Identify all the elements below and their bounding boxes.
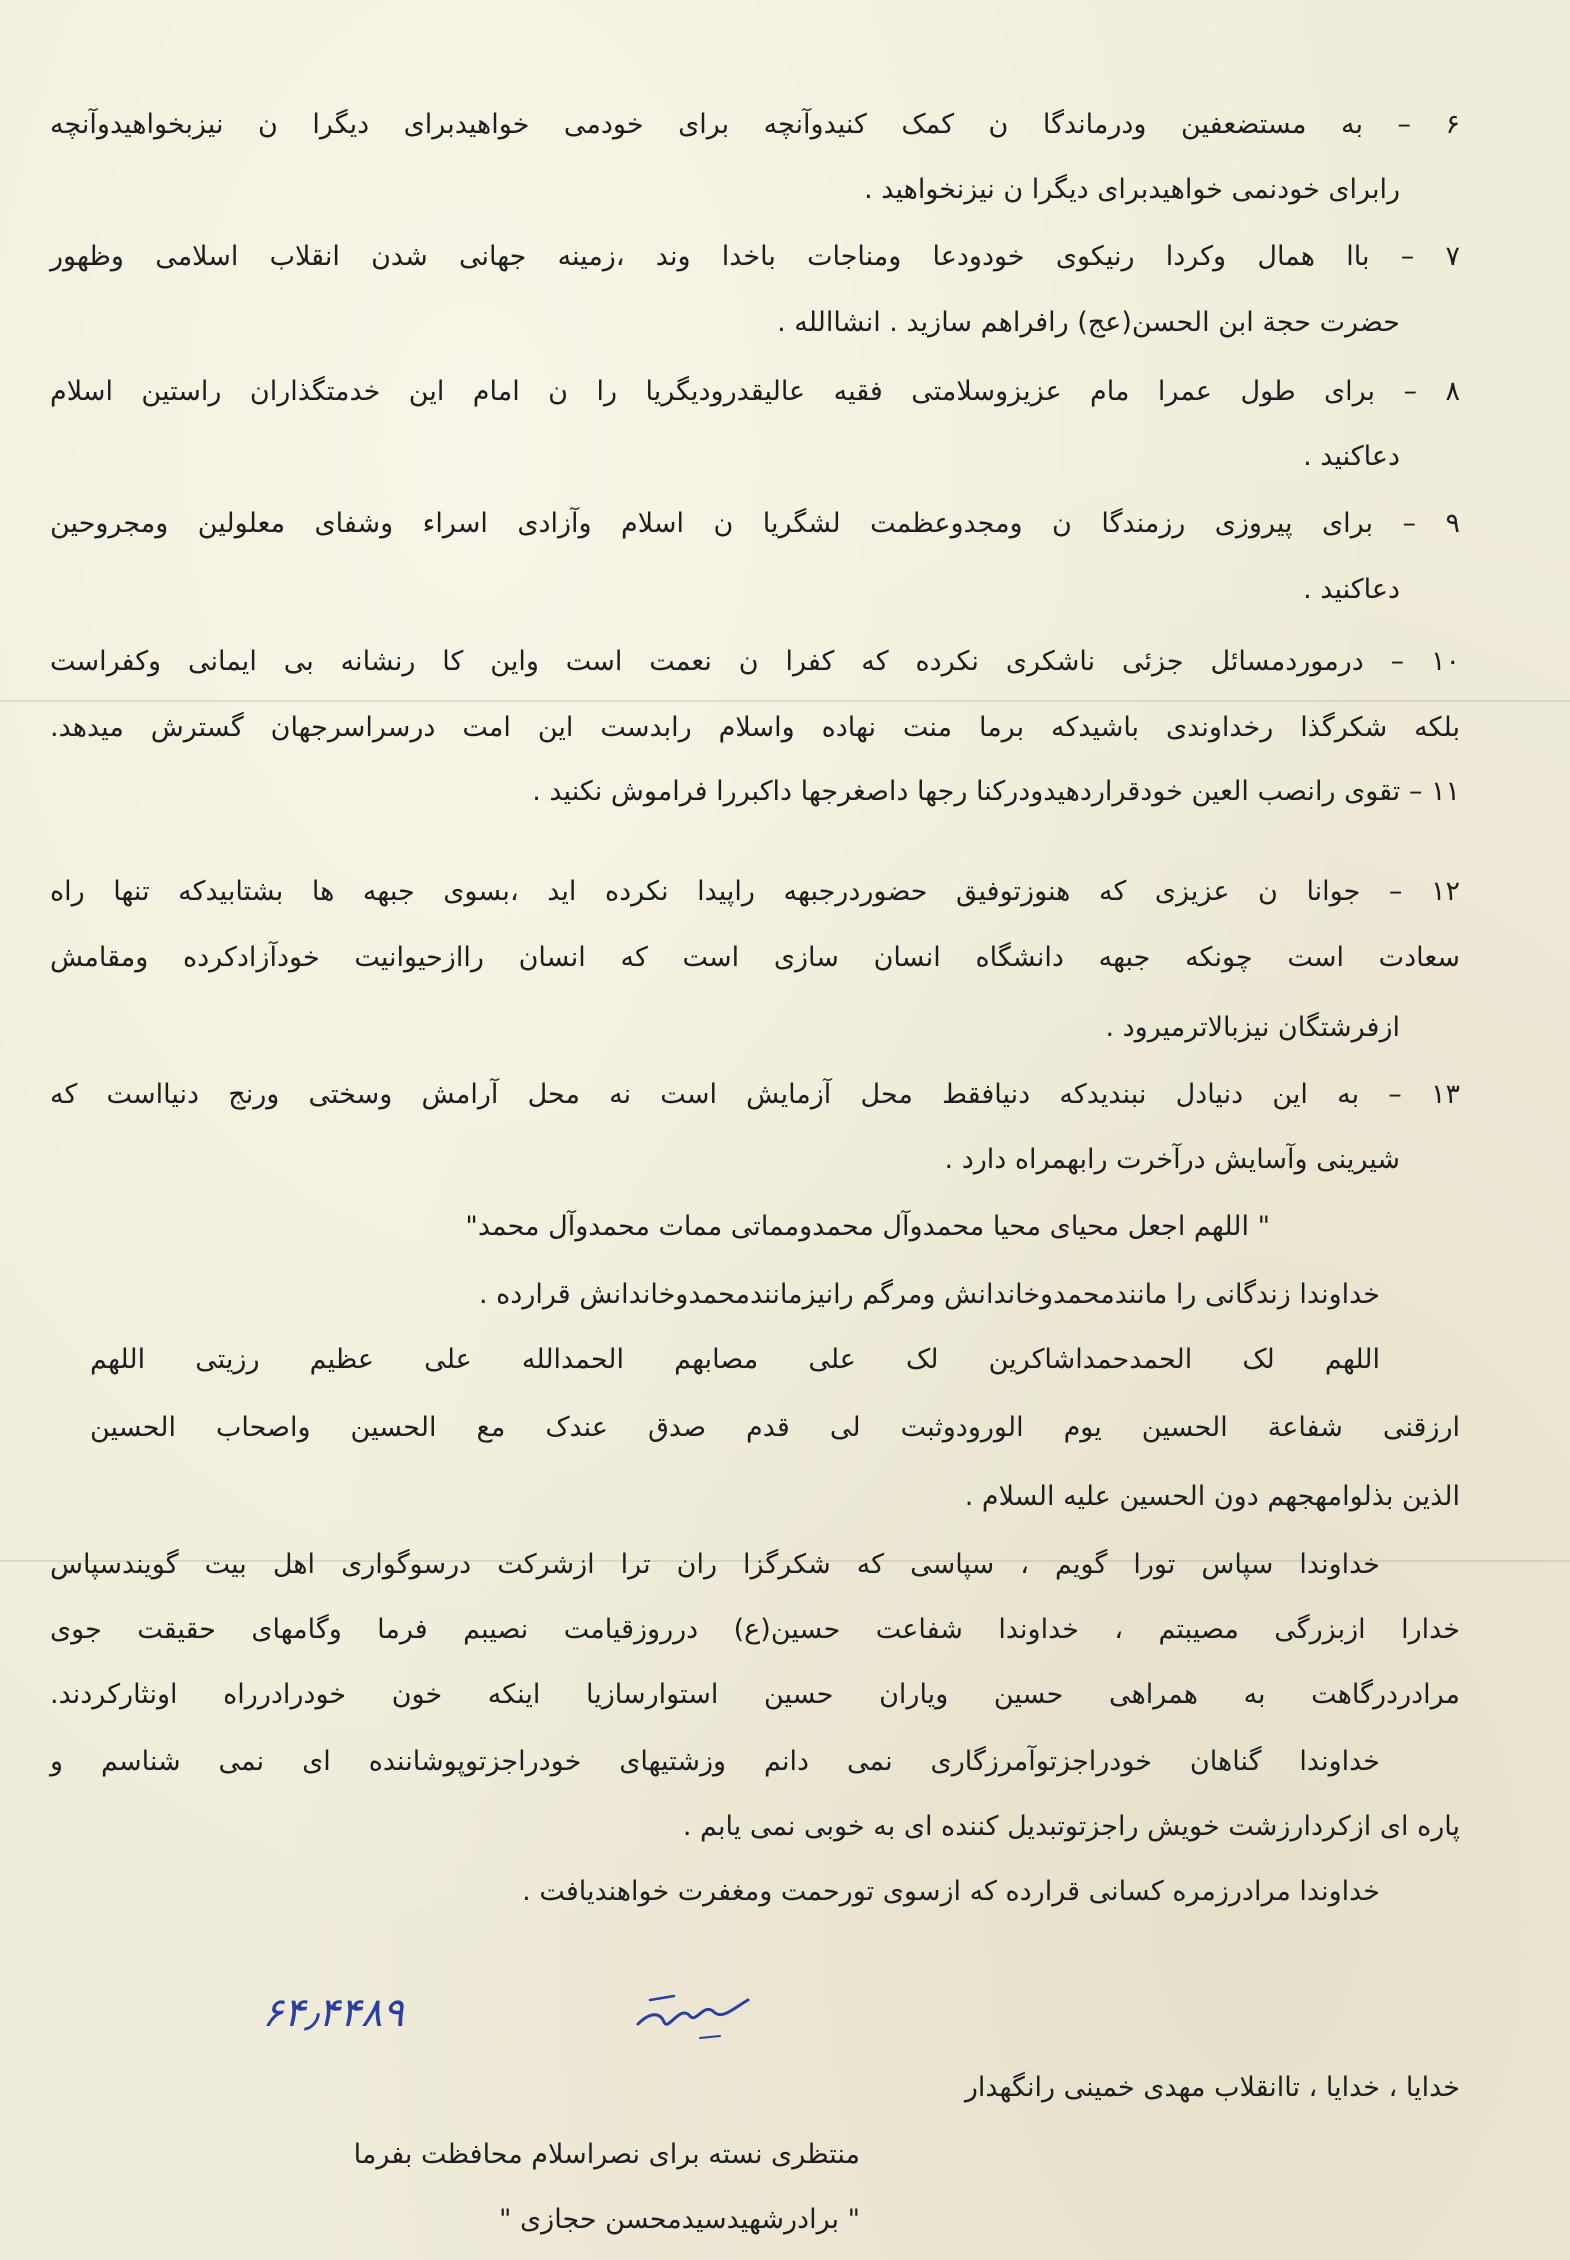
item-13-line-2: شیرینی وآسایش درآخرت رابهمراه دارد . [944,1144,1400,1175]
item-10-line-1: ۱۰ – درموردمسائل جزئی ناشکری نکرده که کفرا ن نعمت است واین کا رنشانه بی ایمانی وکفراست [50,646,1460,677]
paper-fold [0,700,1570,702]
family-prayer: خداوندا زندگانی را مانندمحمدوخاندانش ومرگم رانیزمانندمحمدوخاندانش قرارده . [478,1279,1380,1310]
final-prayer: خداوندا مرادرزمره کسانی قرارده که ازسوی تورحمت ومغفرت خواهندیافت . [522,1876,1380,1907]
prayer-line-3: الذین بذلوامهجهم دون الحسین علیه السلام . [964,1481,1460,1512]
footer-line-3: " برادرشهیدسیدمحسن حجازی " [499,2204,860,2235]
dua-quote: " اللهم اجعل محیای محیا محمدوآل محمدومماتی ممات محمدوآل محمد" [465,1211,1270,1242]
item-9-line-1: ۹ – برای پیروزی رزمندگا ن ومجدوعظمت لشگریا ن اسلام وآزادی اسراء وشفای معلولین ومجروحین [50,508,1460,539]
footer-line-1: خدایا ، خدایا ، تاانقلاب مهدی خمینی رانگهدار [964,2072,1460,2103]
thanks-line-2: خدارا ازبزرگی مصیبتم ، خداوندا شفاعت حسین(ع) درروزقیامت نصیبم فرما وگامهای حقیقت جوی [50,1614,1460,1645]
item-8-line-2: دعاکنید . [1303,441,1400,472]
thanks-line-3: مرادردرگاهت به همراهی حسین ویاران حسین استوارسازیا اینکه خون خودرادرراه اونثارکردند. [50,1679,1460,1710]
item-6-line-2: رابرای خودنمی خواهیدبرای دیگرا ن نیزنخواهید . [864,174,1400,205]
thanks-line-1: خداوندا سپاس تورا گویم ، سپاسی که شکرگزا ران ترا ازشرکت درسوگواری اهل بیت گویندسپاس [50,1549,1380,1580]
handwritten-number: ۶۴٫۴۴۸۹ [262,1990,404,2036]
item-9-line-2: دعاکنید . [1303,574,1400,605]
item-12-line-1: ۱۲ – جوانا ن عزیزی که هنوزتوفیق حضوردرجبهه راپیدا نکرده اید ،بسوی جبهه ها بشتابیدکه تنها راه [50,876,1460,907]
handwritten-signature [630,1982,760,2052]
prayer-line-2: ارزقنی شفاعة الحسین یوم الورودوثبت لی قدم صدق عندک مع الحسین واصحاب الحسین [90,1412,1460,1443]
item-8-line-1: ۸ – برای طول عمرا مام عزیزوسلامتی فقیه عالیقدرودیگریا را ن امام این خدمتگذاران راستین اسلام [50,376,1460,407]
sins-line-2: پاره ای ازکردارزشت خویش راجزتوتبدیل کننده ای به خوبی نمی یابم . [682,1811,1460,1842]
footer-line-2: منتظری نسته برای نصراسلام محافظت بفرما [353,2139,860,2170]
item-10-line-2: بلکه شکرگذا رخداوندی باشیدکه برما منت نهاده واسلام رابدست این امت درسراسرجهان گسترش میدهد. [50,712,1460,743]
item-12-line-2: سعادت است چونکه جبهه دانشگاه انسان سازی است که انسان راازحیوانیت خودآزادکرده ومقامش [50,942,1460,973]
prayer-line-1: اللهم لک الحمدحمداشاکرین لک علی مصابهم الحمدالله علی عظیم رزیتی اللهم [90,1344,1380,1375]
item-7-line-2: حضرت حجة ابن الحسن(عج) رافراهم سازید . انشاالله . [777,307,1400,338]
item-6-line-1: ۶ – به مستضعفین ودرماندگا ن کمک کنیدوآنچه برای خودمی خواهیدبرای دیگرا ن نیزبخواهیدوآنچه [50,109,1460,140]
sins-line-1: خداوندا گناهان خودراجزتوآمرزگاری نمی دانم وزشتیهای خودراجزتوپوشاننده ای نمی شناسم و [50,1746,1380,1777]
item-12-line-3: ازفرشتگان نیزبالاترمیرود . [1105,1012,1400,1043]
item-7-line-1: ۷ – باا همال وکردا رنیکوی خودودعا ومناجات باخدا وند ،زمینه جهانی شدن انقلاب اسلامی وظهور [50,241,1460,272]
item-11-line-1: ۱۱ – تقوی رانصب العین خودقراردهیدودرکنا رجها داصغرجها داکبررا فراموش نکنید . [532,776,1460,807]
item-13-line-1: ۱۳ – به این دنیادل نبندیدکه دنیافقط محل آزمایش است نه محل آرامش وسختی ورنج دنیااست که [50,1079,1460,1110]
